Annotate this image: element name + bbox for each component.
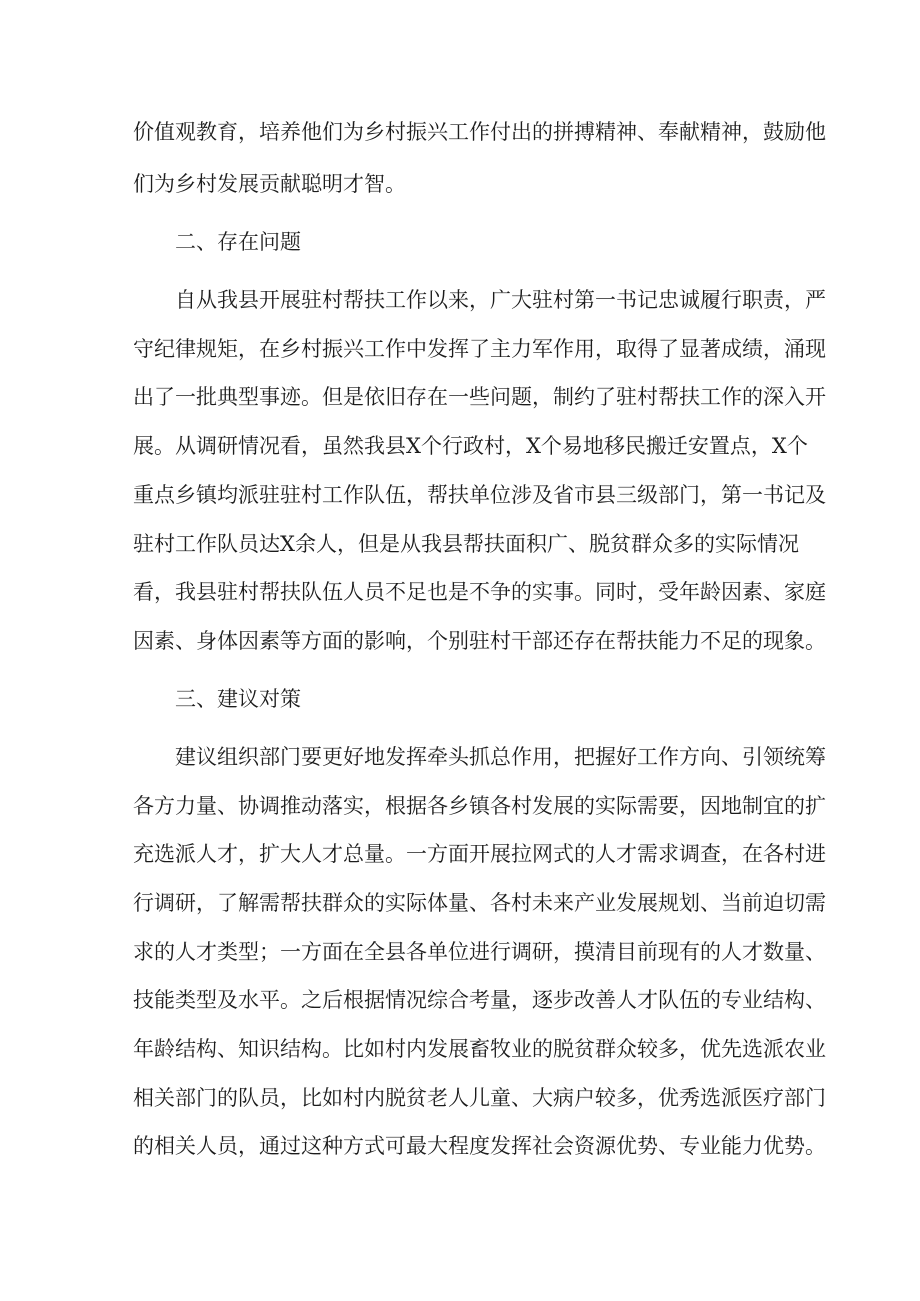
paragraph-line: 建议组织部门要更好地发挥牵头抓总作用，把握好工作方向、引领统筹 xyxy=(175,745,826,769)
paragraph-line: 重点乡镇均派驻驻村工作队伍，帮扶单位涉及省市县三级部门，第一书记及 xyxy=(133,483,826,507)
paragraph-line: 自从我县开展驻村帮扶工作以来，广大驻村第一书记忠诚履行职责，严 xyxy=(175,288,826,312)
section-heading: 二、存在问题 xyxy=(175,230,301,254)
paragraph-line: 展。从调研情况看，虽然我县X个行政村，X个易地移民搬迁安置点，X个 xyxy=(133,434,808,458)
paragraph-line: 的相关人员，通过这种方式可最大程度发挥社会资源优势、专业能力优势。 xyxy=(133,1134,826,1158)
paragraph-line: 看，我县驻村帮扶队伍人员不足也是不争的实事。同时，受年龄因素、家庭 xyxy=(133,580,826,604)
paragraph-line: 各方力量、协调推动落实，根据各乡镇各村发展的实际需要，因地制宜的扩 xyxy=(133,794,826,818)
paragraph-line: 求的人才类型；一方面在全县各单位进行调研，摸清目前现有的人才数量、 xyxy=(133,940,826,964)
paragraph-line: 守纪律规矩，在乡村振兴工作中发挥了主力军作用，取得了显著成绩，涌现 xyxy=(133,337,826,361)
paragraph-line: 相关部门的队员，比如村内脱贫老人儿童、大病户较多，优秀选派医疗部门 xyxy=(133,1086,826,1110)
paragraph-line: 们为乡村发展贡献聪明才智。 xyxy=(133,172,406,196)
section-heading: 三、建议对策 xyxy=(175,687,301,711)
paragraph-line: 年龄结构、知识结构。比如村内发展畜牧业的脱贫群众较多，优先选派农业 xyxy=(133,1037,826,1061)
paragraph-line: 充选派人才，扩大人才总量。一方面开展拉网式的人才需求调查，在各村进 xyxy=(133,842,826,866)
paragraph-line: 价值观教育，培养他们为乡村振兴工作付出的拼搏精神、奉献精神，鼓励他 xyxy=(133,120,826,144)
paragraph-line: 行调研，了解需帮扶群众的实际体量、各村未来产业发展规划、当前迫切需 xyxy=(133,891,826,915)
paragraph-line: 驻村工作队员达X余人，但是从我县帮扶面积广、脱贫群众多的实际情况 xyxy=(133,532,799,556)
paragraph-line: 技能类型及水平。之后根据情况综合考量，逐步改善人才队伍的专业结构、 xyxy=(133,988,826,1012)
paragraph-line: 因素、身体因素等方面的影响，个别驻村干部还存在帮扶能力不足的现象。 xyxy=(133,629,826,653)
paragraph-line: 出了一批典型事迹。但是依旧存在一些问题，制约了驻村帮扶工作的深入开 xyxy=(133,385,826,409)
